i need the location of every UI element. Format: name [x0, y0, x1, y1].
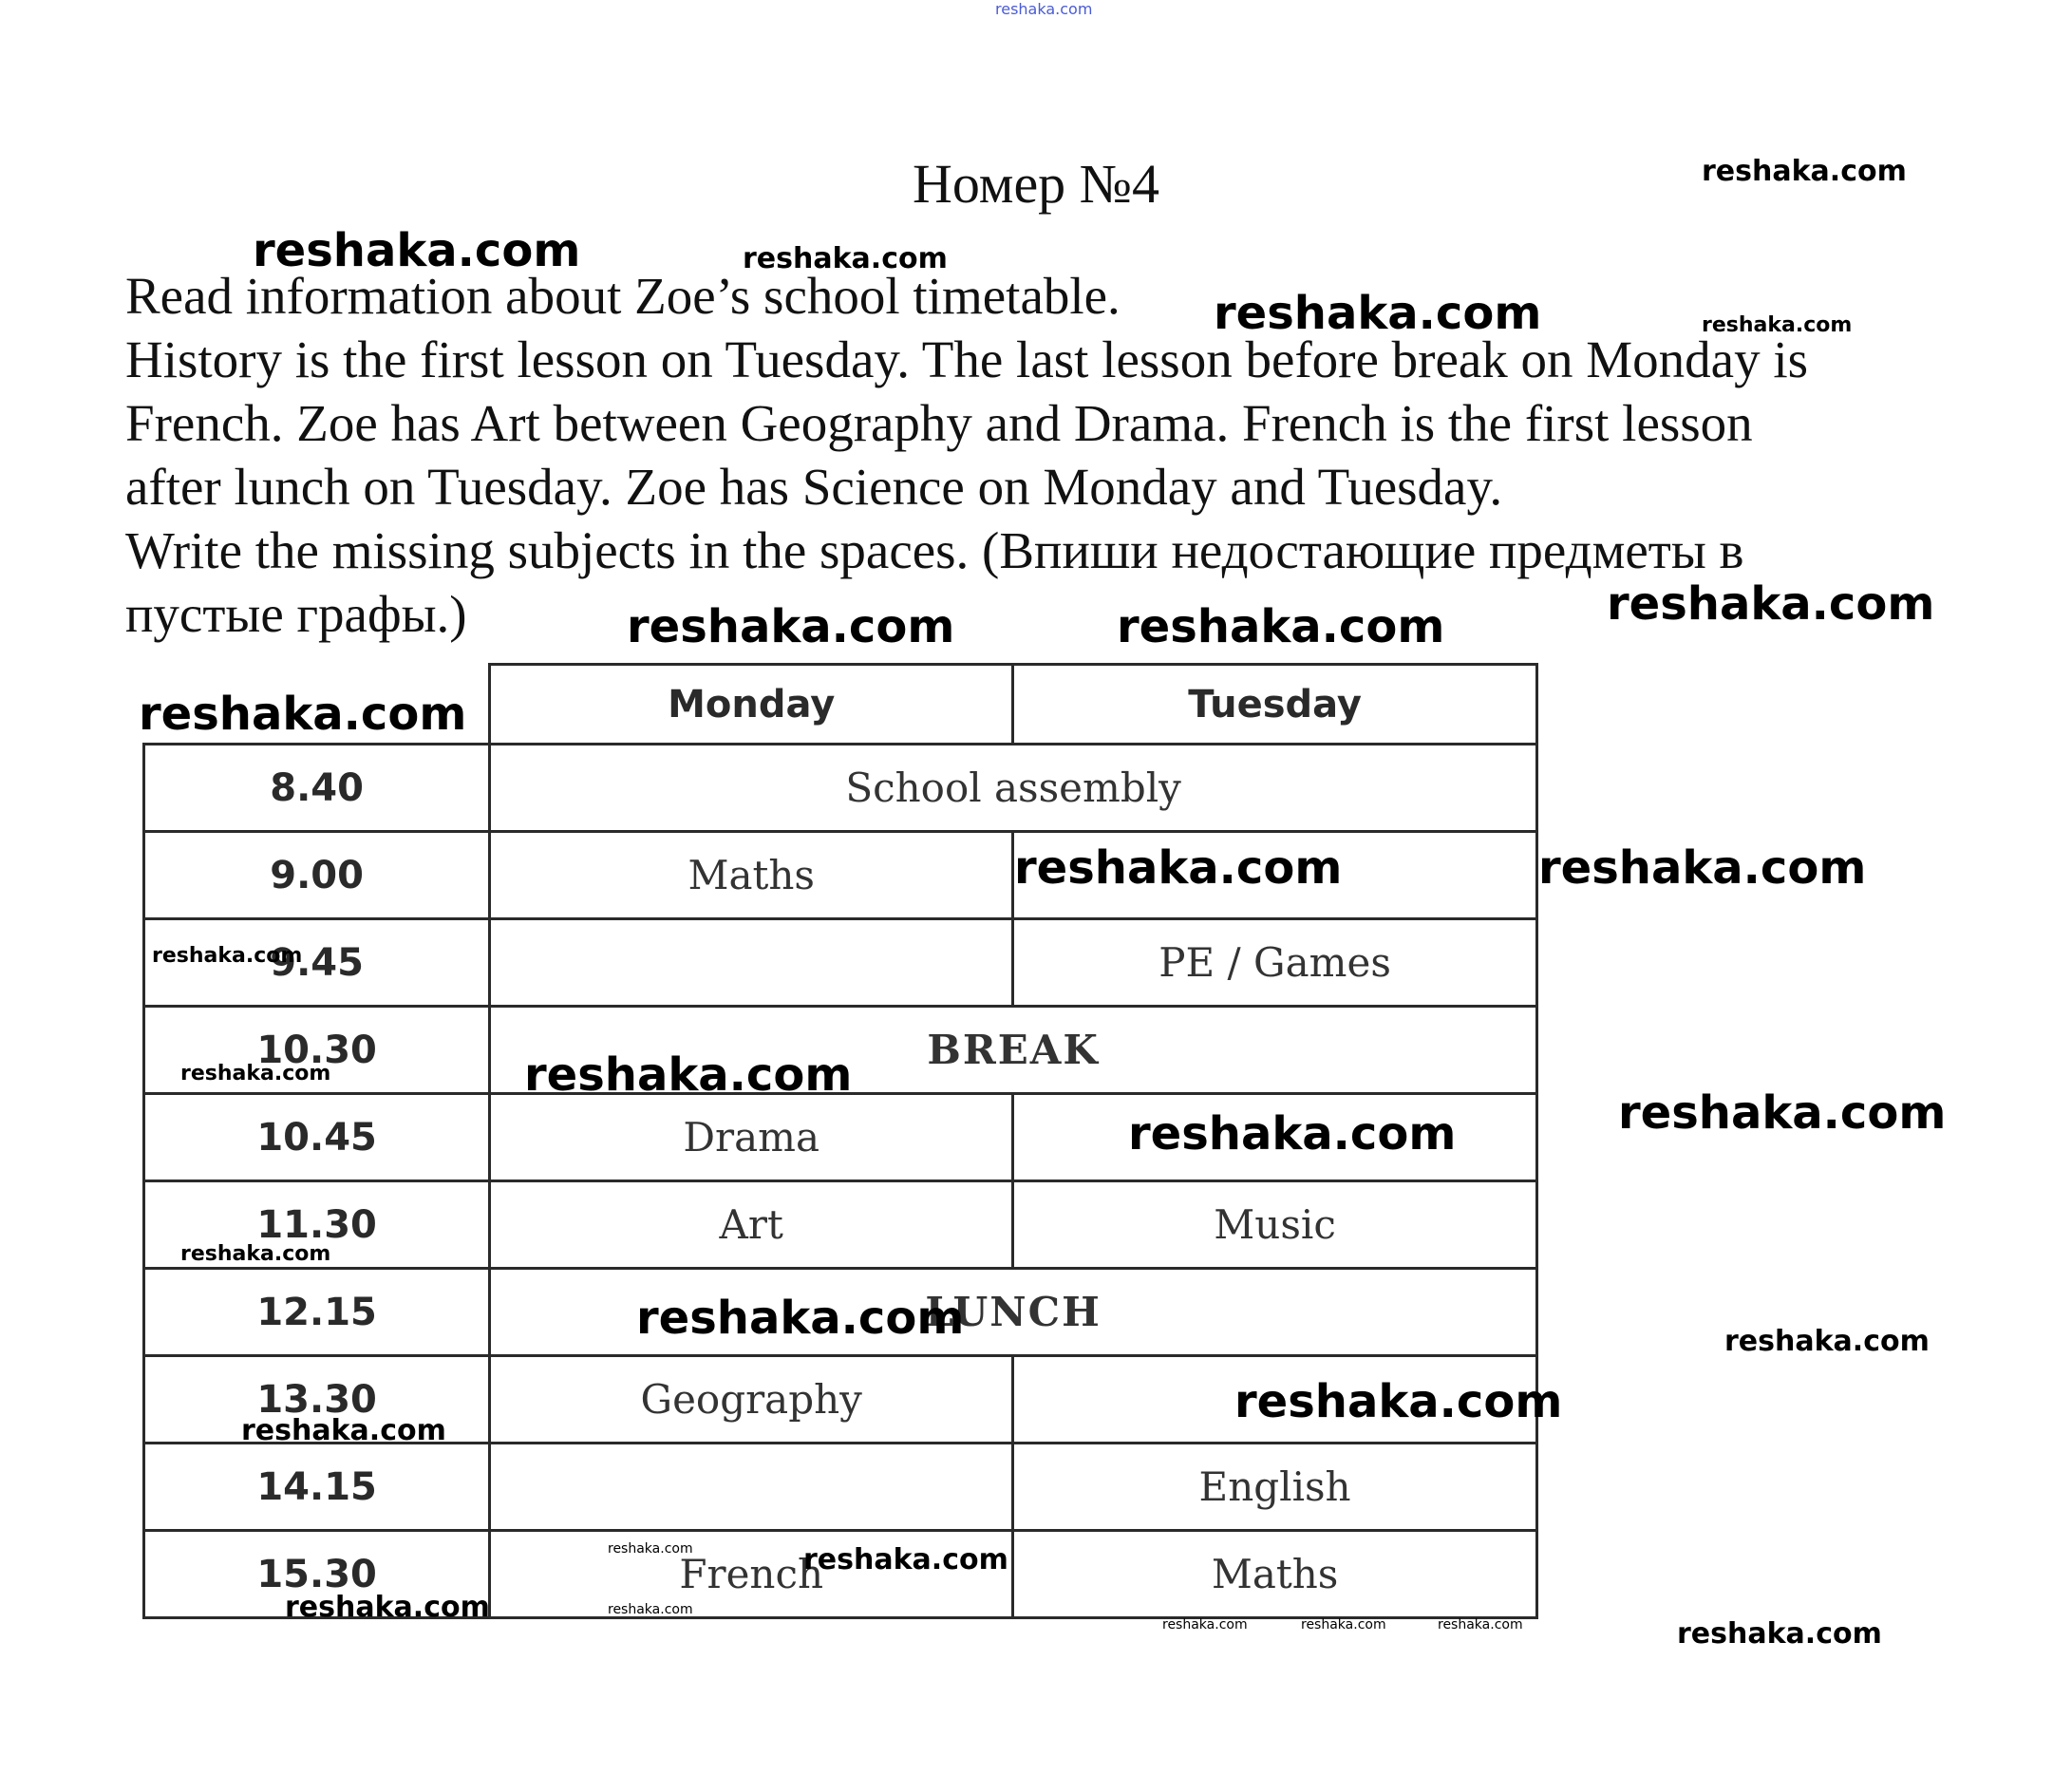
watermark: reshaka.com [524, 1048, 853, 1102]
watermark: reshaka.com [627, 600, 955, 653]
tuesday-cell: English [1013, 1444, 1537, 1531]
watermark: reshaka.com [1607, 577, 1935, 631]
break-cell: BREAK [490, 1007, 1537, 1094]
time-cell: 15.30 [144, 1531, 490, 1618]
monday-cell: French [490, 1531, 1013, 1618]
watermark: reshaka.com [1438, 1617, 1523, 1632]
time-cell: 10.45 [144, 1094, 490, 1181]
watermark: reshaka.com [180, 1242, 331, 1266]
watermark: reshaka.com [608, 1541, 693, 1557]
monday-cell: Art [490, 1181, 1013, 1269]
paragraph-line-3: French. Zoe has Art between Geography and Drama. French is the first lesson [125, 394, 1753, 452]
top-site-url[interactable]: reshaka.com [995, 0, 1093, 18]
monday-cell [490, 1444, 1013, 1531]
watermark: reshaka.com [1301, 1617, 1386, 1632]
watermark: reshaka.com [1128, 1107, 1457, 1161]
tuesday-cell: PE / Games [1013, 919, 1537, 1007]
watermark: reshaka.com [803, 1543, 1008, 1576]
watermark: reshaka.com [180, 1062, 331, 1085]
watermark: reshaka.com [1014, 841, 1343, 895]
paragraph-line-6: пустые графы.) [125, 585, 467, 643]
watermark: reshaka.com [1214, 287, 1542, 340]
monday-cell: Geography [490, 1356, 1013, 1444]
watermark: reshaka.com [1234, 1375, 1563, 1428]
watermark: reshaka.com [1677, 1617, 1882, 1651]
time-cell: 9.00 [144, 832, 490, 919]
watermark: reshaka.com [139, 688, 467, 741]
watermark: reshaka.com [1702, 155, 1907, 188]
header-monday: Monday [490, 665, 1013, 745]
monday-cell: Maths [490, 832, 1013, 919]
time-cell: 10.30 [144, 1007, 490, 1094]
table-row [144, 919, 1537, 1007]
monday-cell [490, 919, 1013, 1007]
watermark: reshaka.com [1618, 1086, 1947, 1140]
assembly-cell: School assembly [490, 745, 1537, 832]
time-cell: 8.40 [144, 745, 490, 832]
watermark: reshaka.com [1724, 1325, 1930, 1358]
table-row [144, 1181, 1537, 1269]
tuesday-cell: Maths [1013, 1531, 1537, 1618]
watermark: reshaka.com [1538, 841, 1867, 895]
table-row [144, 745, 1537, 832]
header-tuesday: Tuesday [1013, 665, 1537, 745]
watermark: reshaka.com [1117, 600, 1445, 653]
watermark: reshaka.com [636, 1292, 965, 1345]
watermark: reshaka.com [1162, 1617, 1248, 1632]
watermark: reshaka.com [152, 944, 303, 968]
tuesday-cell: Music [1013, 1181, 1537, 1269]
time-cell: 12.15 [144, 1269, 490, 1356]
watermark: reshaka.com [285, 1591, 490, 1624]
time-cell: 13.30 [144, 1356, 490, 1444]
time-cell: 11.30 [144, 1181, 490, 1269]
time-cell: 9.45 [144, 919, 490, 1007]
watermark: reshaka.com [743, 242, 948, 275]
lunch-cell: LUNCH [490, 1269, 1537, 1356]
watermark: reshaka.com [1702, 313, 1853, 337]
monday-cell: Drama [490, 1094, 1013, 1181]
paragraph-line-5: Write the missing subjects in the spaces. (Впиши недостающие предметы в [125, 521, 1744, 579]
time-cell: 14.15 [144, 1444, 490, 1531]
watermark: reshaka.com [241, 1414, 446, 1447]
page-title: Номер №4 [912, 153, 1160, 215]
watermark: reshaka.com [608, 1602, 693, 1617]
watermark: reshaka.com [253, 224, 581, 277]
paragraph-line-4: after lunch on Tuesday. Zoe has Science on Monday and Tuesday. [125, 458, 1503, 516]
paragraph-line-1: Read information about Zoe’s school timetable. [125, 267, 1121, 325]
table-row [144, 1444, 1537, 1531]
paragraph-line-2: History is the first lesson on Tuesday. The last lesson before break on Monday is [125, 330, 1809, 388]
